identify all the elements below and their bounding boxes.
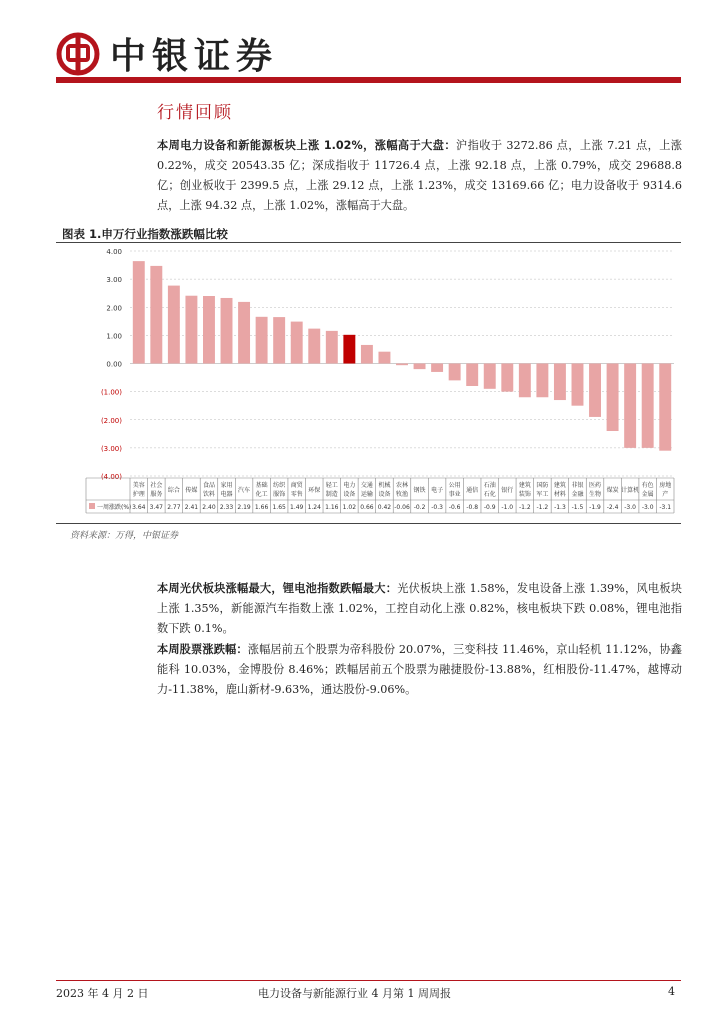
category-label: 非银 (571, 482, 584, 489)
data-label: 1.02 (342, 504, 357, 511)
category-label: 公用 (448, 482, 461, 489)
paragraph-stock-performance (157, 640, 682, 700)
y-tick-label: 0.00 (106, 360, 122, 369)
category-label: 装饰 (518, 491, 531, 498)
bar-轻工制造 (326, 331, 338, 364)
category-label: 商贸 (290, 482, 303, 489)
bar-传媒 (185, 296, 197, 364)
paragraph-sector-performance (157, 579, 682, 639)
chart-y-axis (101, 248, 122, 481)
data-label: -0.3 (431, 504, 443, 511)
data-label: 2.33 (219, 504, 234, 511)
section-title: 行情回顾 (157, 103, 233, 123)
bar-有色金属 (642, 364, 654, 448)
category-label: 服务 (150, 491, 163, 498)
data-label: -0.6 (448, 504, 461, 511)
bar-农林牧渔 (396, 364, 408, 366)
data-label: -2.4 (606, 504, 619, 511)
category-label: 金融 (571, 491, 584, 498)
category-label: 通信 (466, 487, 479, 494)
category-label: 产 (662, 491, 669, 498)
bank-of-china-logo-icon (56, 32, 100, 76)
bar-钢铁 (414, 364, 426, 370)
legend-label: 一周涨跌(%) (97, 504, 132, 511)
category-label: 牧渔 (395, 491, 409, 498)
category-label: 生物 (589, 491, 602, 498)
bar-商贸零售 (291, 322, 303, 364)
data-label: -1.0 (501, 504, 514, 511)
bar-煤炭 (607, 364, 619, 432)
data-label: -3.0 (641, 504, 654, 511)
brand-logo (56, 28, 278, 79)
data-label: 3.47 (149, 504, 164, 511)
data-label: -0.06 (394, 504, 410, 511)
category-label: 机械 (378, 482, 391, 489)
y-tick-label: 2.00 (106, 304, 122, 313)
category-label: 建筑 (553, 482, 566, 489)
data-label: 0.66 (360, 504, 374, 511)
y-tick-label: (3.00) (100, 444, 122, 453)
category-label: 石化 (483, 491, 496, 498)
y-tick-label: 4.00 (106, 248, 122, 256)
data-label: -0.9 (483, 504, 496, 511)
category-label: 社会 (150, 482, 163, 489)
figure-bottom-rule (56, 523, 681, 524)
header-divider (56, 77, 681, 83)
y-tick-label: 1.00 (106, 332, 122, 341)
bar-家用电器 (221, 298, 233, 364)
y-tick-label: (4.00) (100, 473, 122, 481)
footer-date: 2023 年 4 月 2 日 (56, 987, 149, 1000)
paragraph-body: 涨幅居前五个股票为帝科股份 20.07%，三变科技 11.46%，京山轻机 11.12%，协鑫能科 10.03%，金博股份 8.46%；跌幅居前五个股票为融捷股份-13.88%，红相股份-11.47%，越博动力-11.38%，鹿山新材-9.63%，通达股份-9.06%。 (157, 643, 682, 696)
chart-bars (133, 261, 671, 451)
data-label: 2.19 (237, 504, 251, 511)
paragraph-body: 沪指收于 3272.86 点，上涨 7.21 点，上涨 0.22%，成交 20543.35 亿；深成指收于 11726.4 点，上涨 92.18 点，上涨 0.79%，成交 29688.8 亿；创业板收于 2399.5 点，上涨 29.12 点，上涨 1.23%，成交 13169.66 亿；电力设备收于 9314.6 点，上涨 94.32 点，上涨 1.02%，涨幅高于大盘。 (157, 139, 682, 212)
bar-电力设备 (343, 335, 355, 364)
category-label: 设备 (378, 491, 391, 498)
category-label: 传媒 (185, 487, 198, 494)
category-label: 零售 (290, 491, 303, 498)
category-label: 农林 (395, 482, 409, 489)
footer-page-number: 4 (668, 985, 675, 998)
industry-return-bar-chart (0, 243, 724, 523)
y-tick-label: 3.00 (106, 276, 122, 285)
data-label: -1.9 (589, 504, 601, 511)
category-label: 化工 (255, 491, 268, 498)
bar-通信 (466, 364, 478, 387)
category-label: 房地 (659, 482, 672, 489)
bar-银行 (501, 364, 513, 392)
category-label: 煤炭 (606, 487, 619, 494)
category-label: 纺织 (273, 482, 286, 489)
category-label: 护理 (132, 491, 145, 498)
bar-石油石化 (484, 364, 496, 389)
category-label: 钢铁 (413, 487, 426, 494)
data-label: -1.3 (554, 504, 566, 511)
category-label: 环保 (308, 487, 321, 494)
category-label: 电子 (431, 487, 444, 494)
bar-综合 (168, 286, 180, 364)
data-label: -0.8 (466, 504, 479, 511)
figure-title: 图表 1.申万行业指数涨跌幅比较 (62, 227, 228, 241)
category-label: 计算机 (621, 487, 640, 494)
bar-食品饮料 (203, 296, 215, 364)
category-label: 医药 (589, 482, 602, 489)
bar-交通运输 (361, 345, 373, 364)
category-label: 家用 (220, 482, 233, 489)
paragraph-lead: 本周光伏板块涨幅最大，锂电池指数跌幅最大： (157, 582, 398, 595)
bar-电子 (431, 364, 443, 372)
bar-机械设备 (378, 352, 390, 364)
bar-建筑装饰 (519, 364, 531, 398)
footer-report-title: 电力设备与新能源行业 4 月第 1 周周报 (258, 987, 451, 1000)
data-label: 0.42 (377, 504, 392, 511)
legend-swatch (89, 503, 95, 509)
bar-建筑材料 (554, 364, 566, 401)
data-label: -1.2 (536, 504, 549, 511)
bar-医药生物 (589, 364, 601, 417)
bar-美容护理 (133, 261, 145, 363)
footer-divider (56, 980, 681, 981)
category-label: 交通 (360, 482, 373, 489)
bar-社会服务 (150, 266, 162, 364)
data-label: 2.41 (184, 504, 199, 511)
data-label: -3.1 (659, 504, 672, 511)
bar-非银金融 (572, 364, 584, 406)
bar-公用事业 (449, 364, 461, 381)
bar-基础化工 (256, 317, 268, 364)
category-label: 电器 (220, 491, 233, 498)
category-label: 电力 (343, 482, 356, 489)
paragraph-market-review (157, 136, 682, 216)
brand-name: 中银证券 (110, 36, 279, 77)
category-label: 石油 (483, 482, 496, 489)
category-label: 金属 (641, 491, 654, 498)
category-label: 饮料 (202, 491, 215, 498)
paragraph-lead: 本周电力设备和新能源板块上涨 1.02%，涨幅高于大盘： (157, 139, 456, 152)
data-label: 1.65 (272, 504, 286, 511)
data-label: 2.77 (167, 504, 181, 511)
category-label: 军工 (536, 491, 549, 498)
data-label: 1.49 (290, 504, 304, 511)
category-label: 轻工 (325, 482, 338, 489)
y-tick-label: (1.00) (100, 388, 122, 397)
data-label: 1.16 (325, 504, 339, 511)
data-label: -3.0 (624, 504, 636, 511)
data-label: 2.40 (202, 504, 216, 511)
data-label: 3.64 (132, 504, 146, 511)
y-tick-label: (2.00) (100, 416, 122, 425)
category-label: 制造 (325, 491, 338, 498)
category-label: 综合 (167, 487, 180, 494)
figure-source: 资料来源：万得，中银证券 (70, 531, 179, 541)
category-label: 服饰 (273, 491, 286, 498)
category-label: 有色 (641, 482, 654, 489)
data-label: -0.2 (413, 504, 426, 511)
category-label: 事业 (448, 491, 461, 498)
paragraph-body: 光伏板块上涨 1.58%，发电设备上涨 1.39%，风电板块上涨 1.35%，新能源汽车指数上涨 1.02%，工控自动化上涨 0.82%，核电板块下跌 0.08%，锂电池指数下跌 0.1%。 (157, 582, 682, 635)
category-label: 建筑 (518, 482, 531, 489)
bar-国防军工 (536, 364, 548, 398)
category-label: 材料 (553, 491, 566, 498)
category-label: 食品 (202, 482, 215, 489)
data-label: -1.5 (571, 504, 584, 511)
bar-房地产 (659, 364, 671, 451)
bar-纺织服饰 (273, 317, 285, 363)
category-label: 运输 (360, 491, 373, 498)
paragraph-lead: 本周股票涨跌幅： (157, 643, 248, 656)
data-label: 1.24 (307, 504, 321, 511)
chart-data-table (86, 478, 674, 513)
category-label: 国防 (536, 482, 549, 489)
category-label: 基础 (255, 482, 268, 489)
data-label: -1.2 (518, 504, 531, 511)
category-label: 汽车 (238, 487, 251, 494)
bar-汽车 (238, 302, 250, 364)
category-label: 设备 (343, 491, 356, 498)
bar-环保 (308, 329, 320, 364)
category-label: 美容 (132, 482, 145, 489)
bar-计算机 (624, 364, 636, 448)
category-label: 银行 (501, 487, 514, 494)
data-label: 1.66 (254, 504, 269, 511)
